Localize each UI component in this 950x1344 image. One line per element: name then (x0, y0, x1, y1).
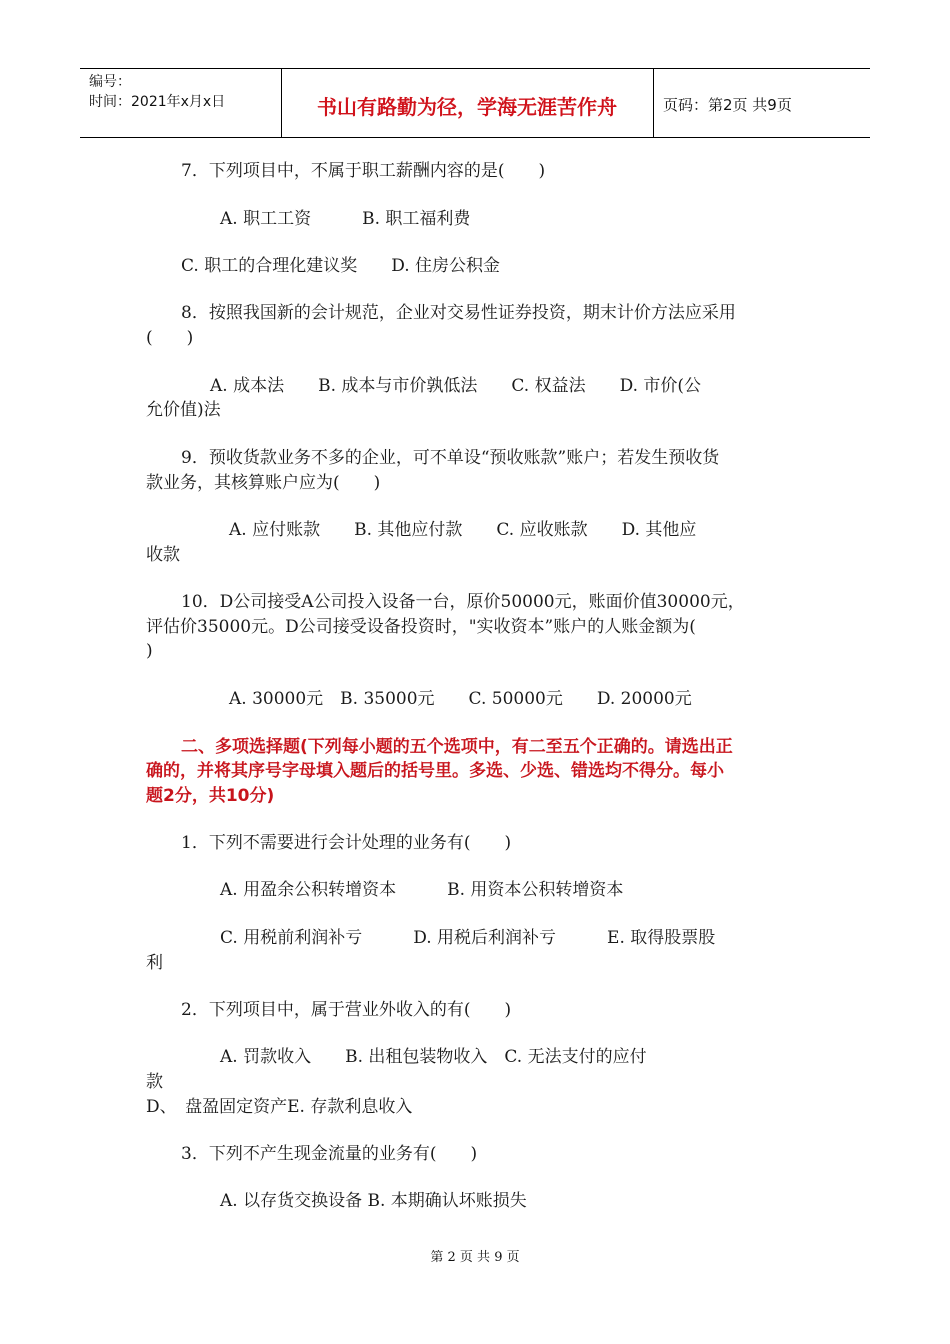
multi-question-2-options-cont: 款 (146, 1072, 163, 1092)
multi-question-3: 3．下列不产生现金流量的业务有( ) (181, 1144, 478, 1164)
section-2-heading-line-2: 确的，并将其序号字母填入题后的括号里。多选、少选、错选均不得分。每小 (146, 761, 724, 781)
page-footer: 第 2 页 共 9 页 (430, 1250, 520, 1265)
multi-question-1-options-ab: A. 用盈余公积转增资本 B. 用资本公积转增资本 (220, 880, 624, 900)
multi-question-2-options-de: D、 盘盈固定资产E. 存款利息收入 (146, 1097, 413, 1117)
time-label: 时间：2021年x月x日 (89, 94, 226, 110)
multi-question-2-options-abc: A. 罚款收入 B. 出租包装物收入 C. 无法支付的应付 (220, 1047, 647, 1067)
question-7-options-ab: A. 职工工资 B. 职工福利费 (220, 209, 471, 229)
question-10-options: A. 30000元 B. 35000元 C. 50000元 D. 20000元 (229, 689, 692, 709)
section-2-heading-line-1: 二、多项选择题(下列每小题的五个选项中，有二至五个正确的。请选出正 (181, 737, 733, 757)
question-9-options: A. 应付账款 B. 其他应付款 C. 应收账款 D. 其他应 (229, 520, 697, 540)
header-page-cell (653, 69, 870, 137)
question-8-options: A. 成本法 B. 成本与市价孰低法 C. 权益法 D. 市价(公 (210, 376, 702, 396)
number-label: 编号： (89, 74, 131, 90)
question-8-options-cont: 允价值)法 (146, 400, 221, 420)
question-9-line-1: 9．预收货款业务不多的企业，可不单设“预收账款”账户；若发生预收货 (181, 448, 720, 468)
header-motto-cell (281, 69, 654, 137)
multi-question-1-options-cde: C. 用税前利润补亏 D. 用税后利润补亏 E. 取得股票股 (220, 928, 716, 948)
question-7: 7．下列项目中，不属于职工薪酬内容的是( ) (181, 161, 546, 181)
page-header (80, 68, 870, 138)
multi-question-3-options-ab: A. 以存货交换设备 B. 本期确认坏账损失 (220, 1191, 527, 1211)
question-9-line-2: 款业务，其核算账户应为( ) (146, 473, 381, 493)
question-7-options-cd: C. 职工的合理化建议奖 D. 住房公积金 (181, 256, 501, 276)
motto: 书山有路勤为径，学海无涯苦作舟 (317, 95, 617, 119)
multi-question-1: 1．下列不需要进行会计处理的业务有( ) (181, 833, 512, 853)
multi-question-1-options-cont: 利 (146, 953, 163, 973)
question-8-line-1: 8．按照我国新的会计规范，企业对交易性证券投资，期末计价方法应采用 (181, 303, 736, 323)
question-10-line-1: 10．D公司接受A公司投入设备一台，原价50000元，账面价值30000元， (181, 592, 745, 612)
multi-question-2: 2．下列项目中，属于营业外收入的有( ) (181, 1000, 512, 1020)
page-code: 页码：第2页 共9页 (663, 96, 792, 114)
section-2-heading-line-3: 题2分，共10分) (146, 786, 275, 806)
question-8-line-2: ( ) (146, 328, 194, 348)
question-10-line-2: 评估价35000元。D公司接受设备投资时，"实收资本”账户的人账金额为( (146, 617, 696, 637)
header-meta-cell (80, 69, 282, 137)
question-10-line-3: ) (146, 641, 153, 661)
question-9-options-cont: 收款 (146, 545, 180, 565)
